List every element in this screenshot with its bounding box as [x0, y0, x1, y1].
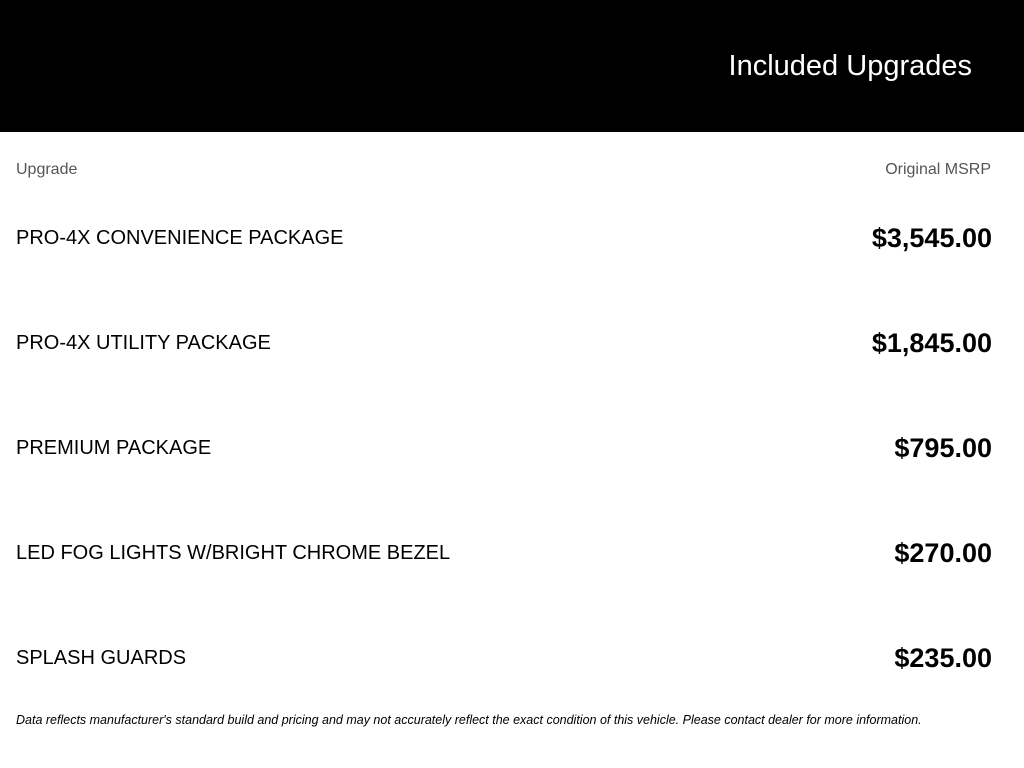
table-row — [0, 523, 1024, 583]
table-row — [0, 208, 1024, 268]
upgrade-price: $1,845.00 — [871, 328, 992, 358]
upgrade-price: $270.00 — [894, 538, 992, 568]
upgrade-name: PRO-4X UTILITY PACKAGE — [16, 332, 271, 354]
upgrade-price: $795.00 — [894, 433, 992, 463]
upgrade-name: LED FOG LIGHTS W/BRIGHT CHROME BEZEL — [16, 542, 451, 564]
column-header-upgrade: Upgrade — [16, 161, 78, 178]
table-row — [0, 313, 1024, 373]
upgrade-name: SPLASH GUARDS — [16, 647, 187, 669]
upgrade-name: PREMIUM PACKAGE — [16, 437, 212, 459]
upgrade-price: $235.00 — [894, 643, 992, 673]
column-header-msrp: Original MSRP — [885, 161, 991, 178]
upgrade-name: PRO-4X CONVENIENCE PACKAGE — [16, 227, 344, 249]
table-row — [0, 418, 1024, 478]
table-row — [0, 628, 1024, 688]
page-title: Included Upgrades — [728, 50, 972, 82]
header-bar — [0, 0, 1024, 132]
disclaimer-text: Data reflects manufacturer's standard build and pricing and may not accurately reflect the exact condition of this vehicle. Please contact dealer for more information. — [16, 713, 922, 727]
upgrade-price: $3,545.00 — [871, 223, 992, 253]
